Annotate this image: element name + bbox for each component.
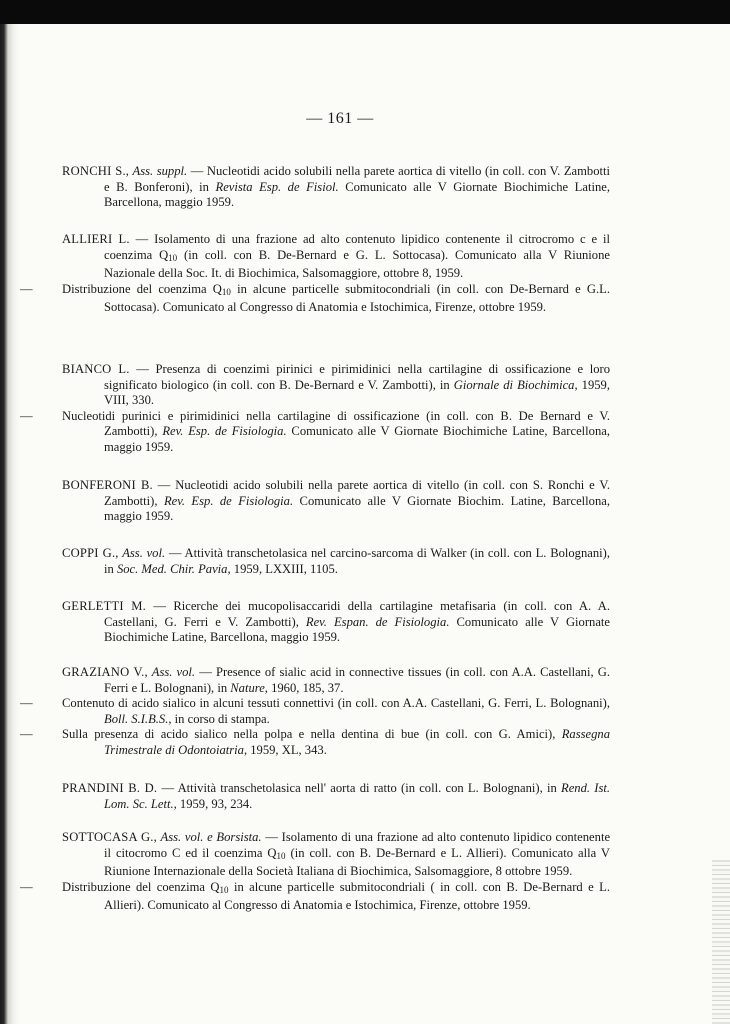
citation-text: 1959, 93, 234.	[176, 796, 253, 811]
scan-binding-edge	[0, 24, 20, 1024]
entry-main-citation	[62, 478, 610, 525]
entry-additional-citation: —Distribuzione del coenzima $Q_{10}$ in alcune particelle submitocondriali ( in coll. con B. De-Bernard e L. Allieri). Comunicato al Congresso di Anatomia e Istochimica, Firenze, ottobre 1959.	[20, 879, 610, 913]
citation-text: Attività transchetolasica nel carcino-sarcoma di Walker (in coll. con L. Bolognani), in	[104, 546, 611, 576]
citation-text: in corso di stampa.	[171, 711, 270, 726]
separator-dash: —	[152, 478, 176, 492]
separator-dash: —	[195, 665, 216, 679]
author-name: GRAZIANO V.	[62, 665, 145, 679]
citation-text: 1959, XL, 343.	[247, 742, 327, 757]
separator-dash: —	[146, 599, 174, 613]
journal-title: Rassegna Trimestrale di Odontoiatria,	[104, 727, 610, 757]
subscript: 10	[219, 884, 229, 895]
citation-text: Nucleotidi acido solubili nella parete aortica di vitello (in coll. con V. Zambotti e B. Bonferoni), in	[104, 164, 611, 194]
entry-additional-citation: —Contenuto di acido sialico in alcuni tessuti connettivi (in coll. con A.A. Castellani, G. Ferri, L. Bolognani), Boll. S.I.B.S., in corso di stampa.	[20, 696, 610, 726]
author-role: Ass. vol.	[122, 546, 166, 560]
citation-text: Presenza di coenzimi pirinici e pirimidinici nella cartilagine di ossificazione e loro significato biologico (in coll. con B. De-Bernard e V. Zambotti), in	[104, 362, 611, 392]
citation-text: Sulla presenza di acido sialico nella polpa e nella dentina di bue (in coll. con G. Amici),	[62, 727, 562, 742]
separator-dash: —	[187, 164, 207, 178]
author-role: Ass. vol. e Borsista.	[160, 830, 262, 844]
author-name: SOTTOCASA G.	[62, 830, 154, 844]
subscript: 10	[221, 286, 231, 297]
entry-main-citation: RONCHI S., Ass. suppl. — Nucleotidi acido solubili nella parete aortica di vitello (in coll. con V. Zambotti e B. Bonferoni), in Revista Esp. de Fisiol. Comunicato alle V Giornate Biochimiche Latine, Barcellona, maggio 1959.	[62, 164, 611, 210]
entry-additional-citation: —Distribuzione del coenzima $Q_{10}$ in alcune particelle submitocondriali (in coll. con De-Bernard e G.L. Sottocasa). Comunicato al Congresso di Anatomia e Istochimica, Firenze, ottobre 1959.	[20, 281, 610, 315]
bibliography-entry	[20, 362, 611, 456]
separator-dash: —	[157, 781, 178, 795]
author-role: Ass. vol.	[151, 665, 196, 679]
subscript: 10	[168, 252, 178, 263]
author-name: BIANCO L.	[62, 362, 130, 376]
citation-text: Comunicato alle V Giornate Biochimiche Latine, Barcellona, maggio 1959.	[104, 614, 611, 645]
author-name: PRANDINI B. D.	[62, 781, 158, 795]
author-role: Ass. suppl.	[132, 164, 188, 178]
entry-main-citation	[62, 781, 610, 812]
journal-title: Rev. Espan. de Fisiologia.	[305, 614, 450, 629]
bibliography-entry	[62, 478, 610, 525]
bibliography-entry	[20, 830, 611, 914]
citation-text: Ricerche dei mucopolisaccaridi della cartilagine metafisaria (in coll. con A. A. Castellani, G. Ferri e V. Zambotti),	[104, 599, 611, 629]
entry-main-citation: GRAZIANO V., Ass. vol. — Presence of sialic acid in connective tissues (in coll. con A.A. Castellani, G. Ferri e L. Bolognani), in Nature, 1960, 185, 37.	[62, 665, 610, 695]
scan-right-edge-noise	[712, 860, 730, 1024]
entry-main-citation	[62, 599, 610, 646]
scan-top-border	[0, 0, 730, 24]
separator-dash: —	[261, 830, 282, 844]
citation-text: Isolamento di una frazione ad alto contenuto lipidico contenente il citrocromo c e il coenzima Q	[104, 232, 611, 262]
bibliography-entry	[62, 599, 610, 646]
separator-dash: —	[165, 546, 185, 560]
bibliography-entry	[62, 164, 610, 211]
citation-text: Isolamento di una frazione ad alto contenuto lipidico contenente il citocromo C ed il coenzima Q	[104, 830, 611, 860]
entry-main-citation	[62, 362, 610, 409]
journal-title: Nature,	[230, 680, 268, 695]
bibliography-entry	[62, 781, 610, 812]
citation-text: in alcune particelle submitocondriali (in coll. con De-Bernard e G.L. Sottocasa). Comunicato al Congresso di Anatomia e Istochimica, Firenze, ottobre 1959.	[104, 281, 610, 315]
entry-additional-citation: —Nucleotidi purinici e pirimidinici nella cartilagine di ossificazione (in coll. con B. De Bernard e V. Zambotti), Rev. Esp. de Fisiologia. Comunicato alle V Giornate Biochimiche Latine, Barcellona, maggio 1959.	[20, 408, 610, 454]
citation-text: Presence of sialic acid in connective tissues (in coll. con A.A. Castellani, G. Ferri e L. Bolognani), in	[104, 665, 610, 695]
citation-text: Attività transchetolasica nell' aorta di ratto (in coll. con L. Bolognani), in	[177, 781, 562, 795]
citation-text: Distribuzione del coenzima Q	[62, 879, 220, 894]
journal-title: Giornale di Biochimica,	[453, 377, 578, 392]
citation-text: (in coll. con B. De-Bernard e L. Allieri). Comunicato alla V Riunione Internazionale della Società Italiana di Biochimica, Salsomaggiore, 8 ottobre 1959.	[104, 845, 610, 879]
citation-text: 1959, LXXIII, 1105.	[230, 561, 338, 576]
journal-title: Boll. S.I.B.S.,	[104, 711, 172, 726]
separator-dash: —	[129, 232, 155, 246]
journal-title: Rev. Esp. de Fisiologia.	[162, 424, 287, 439]
author-name: BONFERONI B.	[62, 478, 153, 492]
citation-text: in alcune particelle submitocondriali ( in coll. con B. De-Bernard e L. Allieri). Comunicato al Congresso di Anatomia e Istochimica, Firenze, ottobre 1959.	[104, 879, 610, 913]
page-number: — 161 —	[306, 110, 374, 127]
bibliography-entry	[20, 232, 611, 316]
citation-text: Comunicato alle V Giornate Biochim. Latine, Barcellona, maggio 1959.	[104, 493, 610, 524]
author-name: RONCHI S.	[62, 164, 126, 178]
citation-text: Comunicato alle V Giornate Biochimiche Latine, Barcellona, maggio 1959.	[104, 424, 610, 454]
citation-text: Nucleotidi purinici e pirimidinici nella cartilagine di ossificazione (in coll. con B. De Bernard e V. Zambotti),	[62, 408, 610, 439]
separator-dash: —	[129, 362, 156, 376]
journal-title: Rend. Ist. Lom. Sc. Lett.,	[104, 781, 611, 811]
journal-title: Revista Esp. de Fisiol.	[215, 179, 339, 194]
journal-title: Soc. Med. Chir. Pavia,	[116, 561, 231, 576]
citation-text: Comunicato alle V Giornate Biochimiche Latine, Barcellona, maggio 1959.	[104, 179, 610, 210]
citation-text: 1960, 185, 37.	[267, 680, 344, 695]
citation-text: 1959, VIII, 330.	[104, 377, 610, 408]
author-name: GERLETTI M.	[62, 599, 147, 613]
bibliography-entry	[20, 665, 610, 759]
journal-title: Rev. Esp. de Fisiologia.	[163, 493, 294, 508]
entry-main-citation: COPPI G., Ass. vol. — Attività transchetolasica nel carcino-sarcoma di Walker (in coll. con L. Bolognani), in Soc. Med. Chir. Pavia, 1959, LXXIII, 1105.	[62, 546, 611, 576]
entry-main-citation: SOTTOCASA G., Ass. vol. e Borsista. — Isolamento di una frazione ad alto contenuto lipidico contenente il citocromo C ed il coenzima $Q_{10}$ (in coll. con B. De-Bernard e L. Allieri). Comunicato alla V Riunione Internazionale della Società Italiana di Biochimica, Salsomaggiore, 8 ottobre 1959.	[62, 830, 611, 879]
subscript: 10	[276, 850, 286, 861]
author-name: COPPI G.	[62, 546, 116, 560]
citation-text: Distribuzione del coenzima Q	[62, 281, 222, 296]
entry-additional-citation: —Sulla presenza di acido sialico nella polpa e nella dentina di bue (in coll. con G. Amici), Rassegna Trimestrale di Odontoiatria, 1959, XL, 343.	[20, 727, 610, 757]
entry-main-citation	[62, 232, 610, 282]
author-name: ALLIERI L.	[62, 232, 130, 246]
bibliography-entry	[62, 546, 610, 577]
citation-text: Nucleotidi acido solubili nella parete aortica di vitello (in coll. con S. Ronchi e V. Zambotti),	[104, 478, 611, 508]
citation-text: Contenuto di acido sialico in alcuni tessuti connettivi (in coll. con A.A. Castellani, G. Ferri, L. Bolognani),	[62, 696, 610, 711]
citation-text: (in coll. con B. De-Bernard e G. L. Sottocasa). Comunicato alla V Riunione Nazionale della Soc. It. di Biochimica, Salsomaggiore, ottobre 8, 1959.	[104, 247, 610, 281]
